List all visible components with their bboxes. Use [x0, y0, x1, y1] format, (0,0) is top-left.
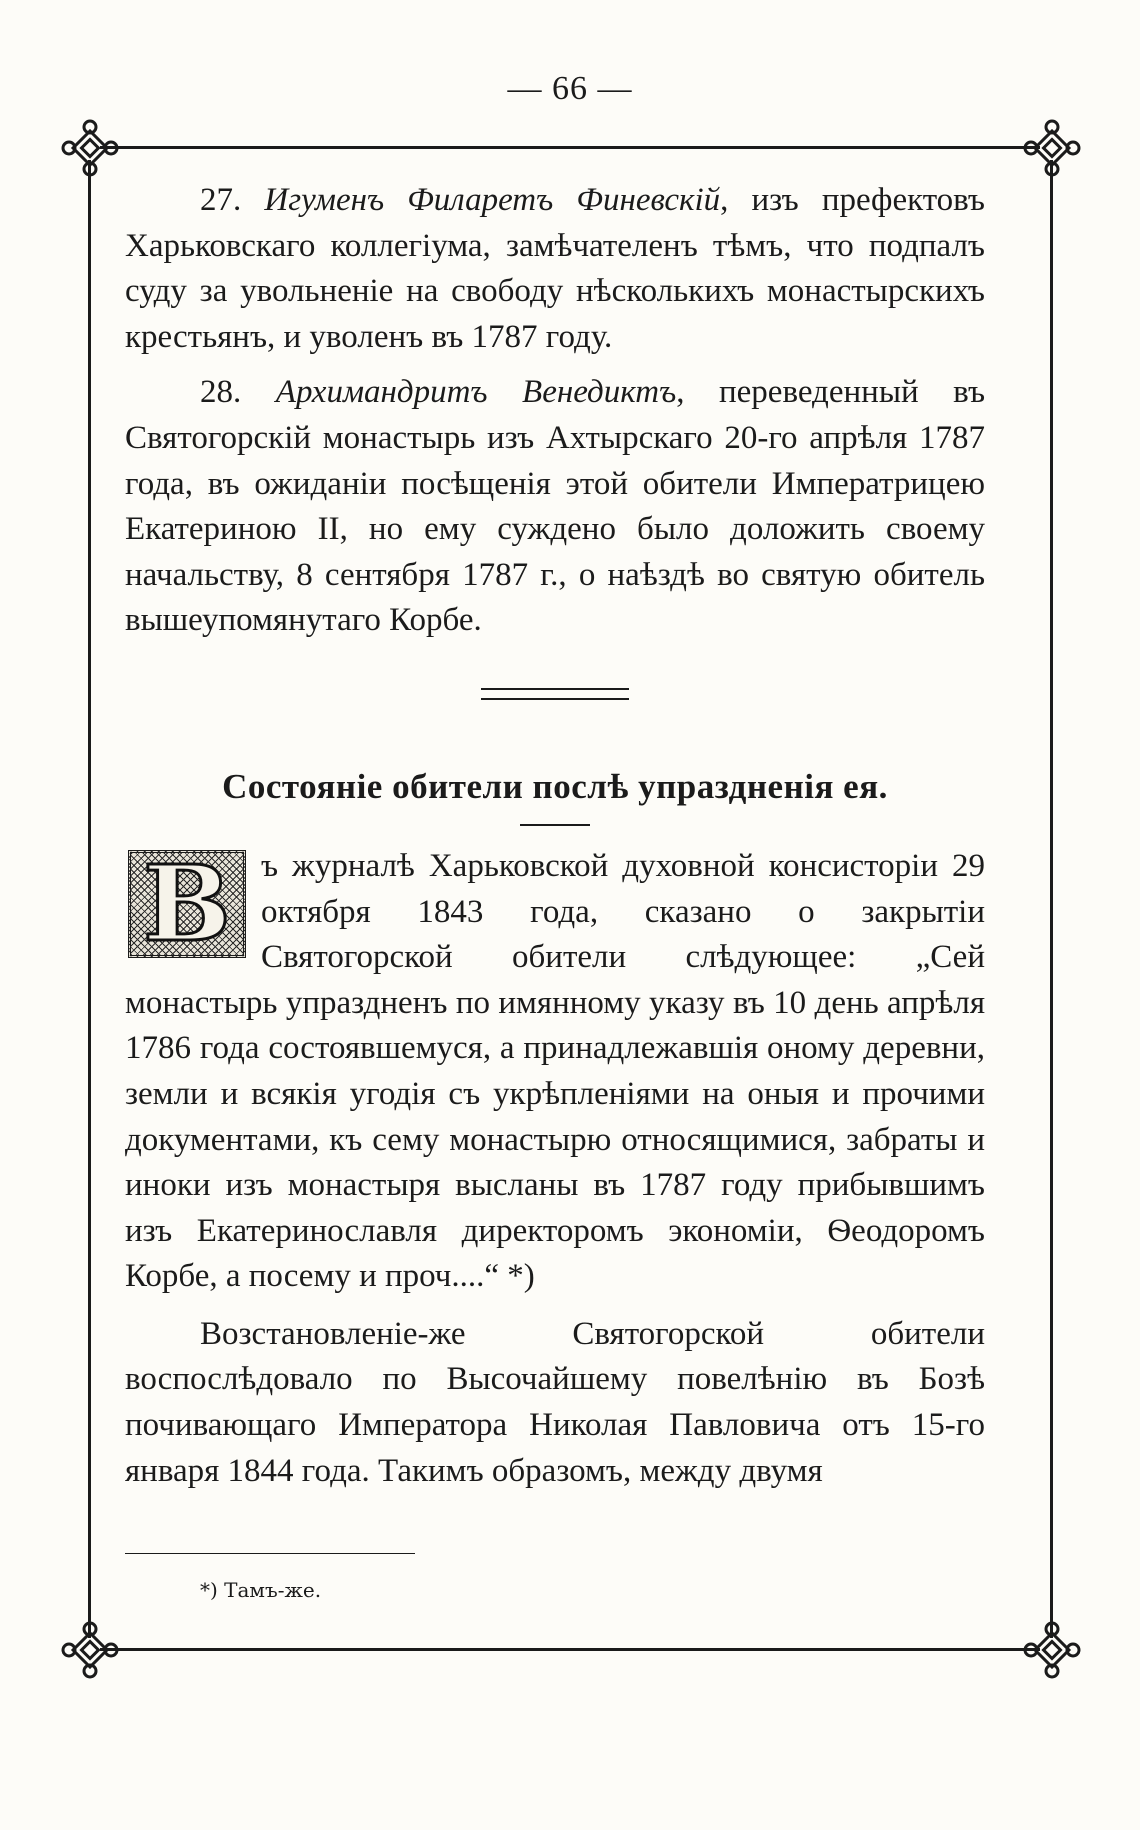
frame-top-rule: [100, 146, 1040, 149]
frame-bottom-rule: [100, 1648, 1040, 1651]
frame-right-rule: [1050, 160, 1053, 1638]
entry-27: [125, 178, 985, 360]
entry-name: Игуменъ Филаретъ Финевскій: [264, 182, 721, 218]
entry-text: , переведенный въ Святогорскій монастырь изъ Ахтырскаго 20-го апрѣля 1787 года, въ ожиданіи посѣщенія этой обители Императрицею Екатериною II, но ему суждено было доложить своему начальству, 8 сентября 1787 г., о наѣздѣ во святую обитель вышеупомянутаго Корбе.: [125, 374, 986, 639]
entry-number: 28.: [200, 374, 242, 411]
footnote: *) Тамъ-же.: [200, 1578, 322, 1602]
corner-ornament-icon: [58, 1618, 122, 1682]
entry-name: Архимандритъ Венедиктъ: [275, 374, 677, 411]
section-heading: Состояніе обители послѣ упраздненія ея.: [222, 766, 888, 806]
page-body: [125, 178, 985, 1494]
footnote-rule: [125, 1553, 415, 1554]
paragraph-2: Возстановленіе-же Святогорской обители воспослѣдовало по Высочайшему повелѣнію въ Бозѣ почивающаго Императора Николая Павловича отъ 15-го января 1844 года. Такимъ образомъ, между двумя: [125, 1315, 985, 1489]
entry-text: , изъ префектовъ Харьковскаго коллегіума, замѣчателенъ тѣмъ, что подпалъ суду за увольненіе на свободу нѣсколькихъ монастырскихъ крестьянъ, и уволенъ въ 1787 году.: [125, 182, 985, 355]
paragraph-1: [125, 841, 985, 1300]
entry-number: 27.: [200, 182, 242, 218]
corner-ornament-icon: [1020, 116, 1084, 180]
page-number: — 66 —: [507, 70, 633, 107]
drop-cap-letter: В: [143, 841, 231, 965]
paragraph-1-text: ъ журналѣ Харьковской духовной консисторіи 29 октября 1843 года, сказано о закрытіи Святогорской обители слѣдующее: „Сей монастырь упраздненъ по имянному указу въ 10 день апрѣля 1786 года состоявшемуся, а принадлежавшія оному деревни, земли и всякія угодія съ укрѣпленіями на оныя и прочими документами, къ сему монастырю относящимися, забраты и иноки изъ монастыря высланы въ 1787 году прибывшимъ изъ Екатеринославля директоромъ экономіи, Ѳеодоромъ Корбе, а посему и проч....“ *): [125, 847, 985, 1295]
corner-ornament-icon: [1020, 1618, 1084, 1682]
corner-ornament-icon: [58, 116, 122, 180]
frame-left-rule: [88, 160, 91, 1638]
entry-28: [125, 370, 985, 644]
section-divider: [481, 688, 629, 700]
drop-cap: [125, 841, 251, 965]
heading-underline: [520, 824, 590, 826]
